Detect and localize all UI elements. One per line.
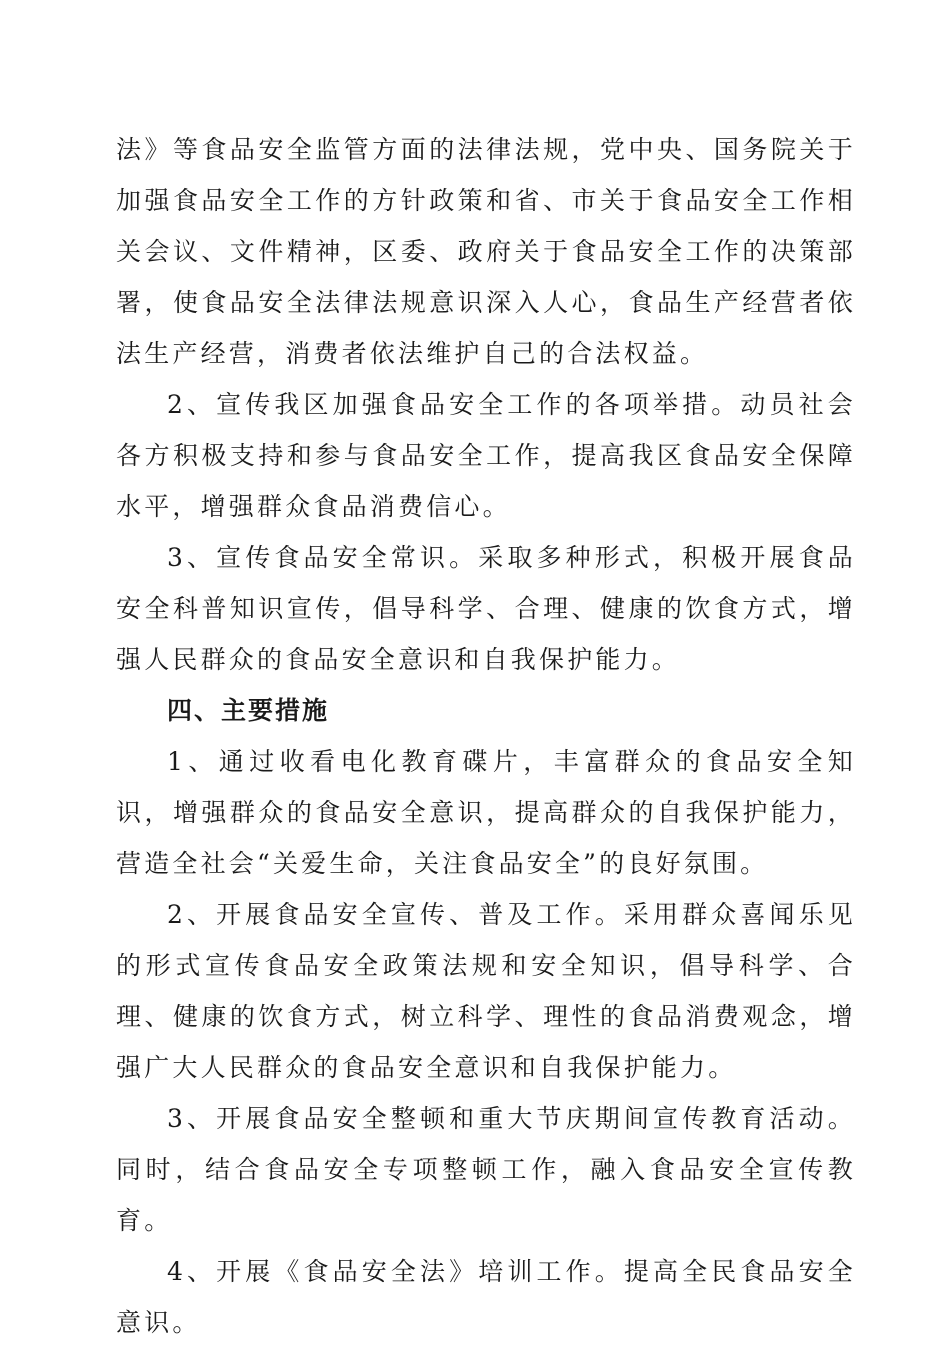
measure-item-3: 3、开展食品安全整顿和重大节庆期间宣传教育活动。同时，结合食品安全专项整顿工作，融入食品安全宣传教育。 bbox=[116, 1104, 856, 1235]
paragraph-item-3: 3、宣传食品安全常识。采取多种形式，积极开展食品安全科普知识宣传，倡导科学、合理、健康的饮食方式，增强人民群众的食品安全意识和自我保护能力。 bbox=[116, 543, 856, 674]
section-heading: 四、主要措施 bbox=[167, 696, 330, 725]
paragraph-item-2: 2、宣传我区加强食品安全工作的各项举措。动员社会各方积极支持和参与食品安全工作，提高我区食品安全保障水平，增强群众食品消费信心。 bbox=[116, 390, 856, 521]
measure-item-1: 1、通过收看电化教育碟片，丰富群众的食品安全知识，增强群众的食品安全意识，提高群众的自我保护能力，营造全社会“关爱生命，关注食品安全”的良好氛围。 bbox=[116, 747, 856, 878]
document-body bbox=[116, 124, 856, 1348]
paragraph-continuation: 法》等食品安全监管方面的法律法规，党中央、国务院关于加强食品安全工作的方针政策和省、市关于食品安全工作相关会议、文件精神，区委、政府关于食品安全工作的决策部署，使食品安全法律法规意识深入人心，食品生产经营者依法生产经营，消费者依法维护自己的合法权益。 bbox=[116, 135, 856, 368]
measure-item-2: 2、开展食品安全宣传、普及工作。采用群众喜闻乐见的形式宣传食品安全政策法规和安全知识，倡导科学、合理、健康的饮食方式，树立科学、理性的食品消费观念，增强广大人民群众的食品安全意识和自我保护能力。 bbox=[116, 900, 856, 1082]
measure-item-4: 4、开展《食品安全法》培训工作。提高全民食品安全意识。 bbox=[116, 1257, 856, 1337]
